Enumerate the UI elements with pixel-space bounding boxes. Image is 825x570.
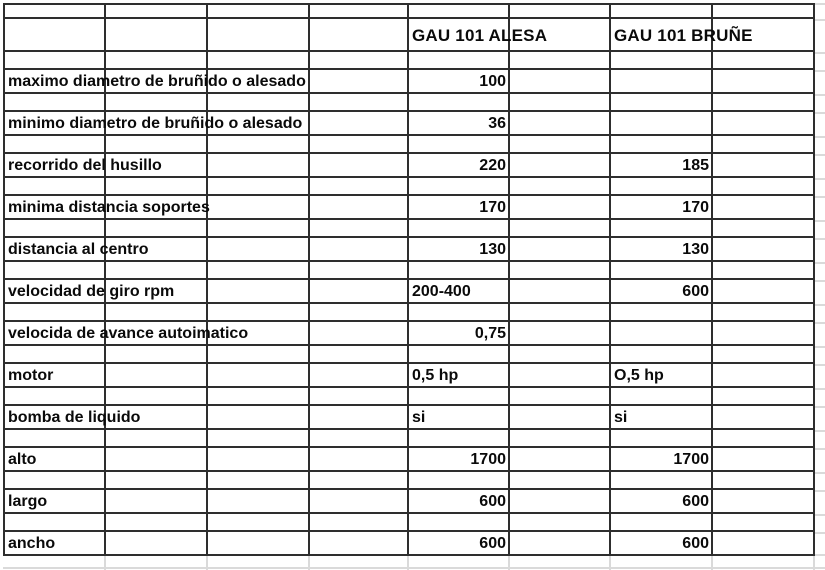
- gridline-light: [815, 554, 825, 556]
- grid-cell[interactable]: [208, 52, 310, 70]
- row-label: recorrido del husillo: [8, 157, 162, 174]
- grid-cell[interactable]: [208, 154, 310, 178]
- grid-cell[interactable]: [310, 154, 409, 178]
- grid-cell[interactable]: [713, 112, 815, 136]
- gridline-light: [815, 112, 825, 114]
- grid-cell[interactable]: [106, 388, 208, 406]
- grid-cell[interactable]: [713, 262, 815, 280]
- grid-cell[interactable]: [3, 3, 106, 19]
- gridline-light: [815, 154, 825, 156]
- grid-cell[interactable]: [713, 346, 815, 364]
- grid-cell[interactable]: [3, 304, 106, 322]
- gridline-light: [815, 52, 825, 54]
- grid-cell[interactable]: [409, 136, 510, 154]
- grid-cell[interactable]: [611, 220, 713, 238]
- grid-cell[interactable]: [611, 136, 713, 154]
- grid-cell[interactable]: [713, 220, 815, 238]
- grid-cell[interactable]: [3, 52, 106, 70]
- grid-cell[interactable]: [3, 136, 106, 154]
- grid-cell[interactable]: [713, 94, 815, 112]
- grid-cell[interactable]: [510, 346, 611, 364]
- grid-cell[interactable]: [611, 178, 713, 196]
- grid-cell[interactable]: [106, 514, 208, 532]
- gridline-light: [815, 262, 825, 264]
- grid-cell[interactable]: [310, 136, 409, 154]
- grid-cell[interactable]: [713, 196, 815, 220]
- grid-cell[interactable]: [310, 19, 409, 52]
- value-alesa: 0,5 hp: [412, 367, 459, 384]
- grid-cell[interactable]: [208, 490, 310, 514]
- grid-cell[interactable]: [310, 196, 409, 220]
- row-label: alto: [8, 451, 37, 468]
- grid-cell[interactable]: [713, 238, 815, 262]
- gridline-light: [815, 430, 825, 432]
- gridline-light: [815, 448, 825, 450]
- grid-cell[interactable]: [409, 472, 510, 490]
- grid-cell[interactable]: [611, 3, 713, 19]
- grid-cell[interactable]: [310, 280, 409, 304]
- grid-cell[interactable]: [611, 346, 713, 364]
- grid-cell[interactable]: [510, 430, 611, 448]
- grid-cell[interactable]: [510, 364, 611, 388]
- grid-cell[interactable]: [713, 514, 815, 532]
- grid-cell[interactable]: [611, 304, 713, 322]
- grid-cell[interactable]: [310, 388, 409, 406]
- grid-cell[interactable]: [713, 448, 815, 472]
- grid-cell[interactable]: [713, 490, 815, 514]
- grid-cell[interactable]: [510, 220, 611, 238]
- gridline-light: [815, 178, 825, 180]
- grid-cell[interactable]: [310, 514, 409, 532]
- grid-cell[interactable]: [310, 322, 409, 346]
- grid-cell[interactable]: [106, 220, 208, 238]
- gridline-light: [815, 136, 825, 138]
- gridline-light: [815, 304, 825, 306]
- row-label: minima distancia soportes: [8, 199, 210, 216]
- grid-cell[interactable]: [208, 220, 310, 238]
- gridline-light: [815, 94, 825, 96]
- grid-cell[interactable]: [208, 94, 310, 112]
- grid-cell[interactable]: [409, 178, 510, 196]
- grid-cell[interactable]: [106, 136, 208, 154]
- grid-cell[interactable]: [510, 448, 611, 472]
- grid-cell[interactable]: [510, 388, 611, 406]
- grid-cell[interactable]: [310, 70, 409, 94]
- grid-cell[interactable]: [208, 304, 310, 322]
- gridline-light: [815, 3, 825, 5]
- grid-cell[interactable]: [409, 220, 510, 238]
- grid-cell[interactable]: [310, 262, 409, 280]
- grid-cell[interactable]: [713, 322, 815, 346]
- grid-cell[interactable]: [510, 70, 611, 94]
- grid-cell[interactable]: [310, 238, 409, 262]
- grid-cell[interactable]: [208, 238, 310, 262]
- grid-cell[interactable]: [510, 280, 611, 304]
- grid-cell[interactable]: [310, 472, 409, 490]
- grid-cell[interactable]: [510, 406, 611, 430]
- gridline-light: [815, 346, 825, 348]
- grid-cell[interactable]: [611, 430, 713, 448]
- gridline-light: [815, 220, 825, 222]
- value-alesa: 130: [479, 241, 506, 258]
- grid-cell[interactable]: [409, 388, 510, 406]
- grid-cell[interactable]: [208, 3, 310, 19]
- grid-cell[interactable]: [3, 346, 106, 364]
- value-alesa: 600: [479, 493, 506, 510]
- row-label: velocida de avance autoimatico: [8, 325, 249, 342]
- grid-cell[interactable]: [208, 448, 310, 472]
- grid-cell[interactable]: [611, 322, 713, 346]
- column-header-brune: GAU 101 BRUÑE: [614, 26, 753, 45]
- grid-cell[interactable]: [409, 3, 510, 19]
- grid-cell[interactable]: [510, 304, 611, 322]
- value-alesa: 600: [479, 535, 506, 552]
- grid-cell[interactable]: [611, 262, 713, 280]
- grid-cell[interactable]: [310, 94, 409, 112]
- gridline-light: [815, 322, 825, 324]
- value-alesa: 36: [488, 115, 506, 132]
- grid-cell[interactable]: [310, 448, 409, 472]
- grid-cell[interactable]: [713, 154, 815, 178]
- row-label: minimo diametro de bruñido o alesado: [8, 115, 303, 132]
- grid-cell[interactable]: [208, 364, 310, 388]
- grid-cell[interactable]: [713, 364, 815, 388]
- grid-cell[interactable]: [106, 178, 208, 196]
- grid-cell[interactable]: [310, 430, 409, 448]
- grid-cell[interactable]: [409, 430, 510, 448]
- grid-cell[interactable]: [409, 514, 510, 532]
- grid-cell[interactable]: [611, 70, 713, 94]
- grid-cell[interactable]: [106, 19, 208, 52]
- grid-cell[interactable]: [611, 112, 713, 136]
- value-brune: 600: [682, 493, 709, 510]
- grid-cell[interactable]: [713, 136, 815, 154]
- grid-cell[interactable]: [713, 70, 815, 94]
- value-brune: si: [614, 409, 628, 426]
- row-label: distancia al centro: [8, 241, 149, 258]
- gridline-light: [815, 472, 825, 474]
- grid-cell[interactable]: [713, 388, 815, 406]
- value-brune: 1700: [673, 451, 709, 468]
- row-label: motor: [8, 367, 54, 384]
- grid-cell[interactable]: [106, 430, 208, 448]
- grid-cell[interactable]: [208, 196, 310, 220]
- gridline-light: [815, 490, 825, 492]
- grid-cell[interactable]: [208, 532, 310, 556]
- value-alesa: 220: [479, 157, 506, 174]
- value-brune: 185: [682, 157, 709, 174]
- grid-cell[interactable]: [208, 430, 310, 448]
- value-alesa: si: [412, 409, 426, 426]
- grid-cell[interactable]: [106, 262, 208, 280]
- grid-cell[interactable]: [310, 532, 409, 556]
- value-brune: 600: [682, 283, 709, 300]
- grid-cell[interactable]: [3, 514, 106, 532]
- grid-cell[interactable]: [208, 514, 310, 532]
- grid-cell[interactable]: [713, 178, 815, 196]
- grid-cell[interactable]: [106, 346, 208, 364]
- grid-cell[interactable]: [208, 19, 310, 52]
- grid-cell[interactable]: [510, 94, 611, 112]
- grid-cell[interactable]: [310, 364, 409, 388]
- row-label: ancho: [8, 535, 56, 552]
- grid-cell[interactable]: [106, 364, 208, 388]
- grid-cell[interactable]: [510, 238, 611, 262]
- grid-cell[interactable]: [409, 304, 510, 322]
- grid-cell[interactable]: [106, 304, 208, 322]
- grid-cell[interactable]: [510, 514, 611, 532]
- grid-cell[interactable]: [310, 406, 409, 430]
- grid-cell[interactable]: [310, 346, 409, 364]
- grid-cell[interactable]: [713, 532, 815, 556]
- grid-cell[interactable]: [310, 304, 409, 322]
- row-label: maximo diametro de bruñido o alesado: [8, 73, 306, 90]
- value-brune: 130: [682, 241, 709, 258]
- grid-cell[interactable]: [310, 490, 409, 514]
- value-alesa: 0,75: [474, 325, 506, 342]
- grid-cell[interactable]: [106, 448, 208, 472]
- grid-cell[interactable]: [208, 406, 310, 430]
- row-label: velocidad de giro rpm: [8, 283, 175, 300]
- gridline-light: [815, 406, 825, 408]
- grid-cell[interactable]: [208, 262, 310, 280]
- grid-cell[interactable]: [310, 112, 409, 136]
- grid-cell[interactable]: [510, 196, 611, 220]
- value-alesa: 200-400: [412, 283, 471, 300]
- grid-cell[interactable]: [713, 52, 815, 70]
- grid-cell[interactable]: [208, 280, 310, 304]
- grid-cell[interactable]: [713, 430, 815, 448]
- grid-cell[interactable]: [106, 94, 208, 112]
- grid-cell[interactable]: [310, 3, 409, 19]
- grid-cell[interactable]: [3, 220, 106, 238]
- grid-cell[interactable]: [208, 388, 310, 406]
- grid-cell[interactable]: [713, 472, 815, 490]
- grid-cell[interactable]: [3, 430, 106, 448]
- gridline-light: [815, 532, 825, 534]
- grid-cell[interactable]: [106, 490, 208, 514]
- grid-cell[interactable]: [510, 3, 611, 19]
- grid-cell[interactable]: [611, 472, 713, 490]
- grid-cell[interactable]: [106, 472, 208, 490]
- grid-cell[interactable]: [106, 532, 208, 556]
- gridline-light: [815, 70, 825, 72]
- grid-cell[interactable]: [208, 472, 310, 490]
- grid-cell[interactable]: [409, 262, 510, 280]
- gridline-light: [815, 19, 825, 21]
- grid-cell[interactable]: [510, 136, 611, 154]
- grid-cell[interactable]: [409, 346, 510, 364]
- grid-cell[interactable]: [310, 52, 409, 70]
- grid-cell[interactable]: [713, 280, 815, 304]
- grid-cell[interactable]: [3, 19, 106, 52]
- value-alesa: 1700: [470, 451, 506, 468]
- grid-cell[interactable]: [3, 262, 106, 280]
- grid-cell[interactable]: [611, 94, 713, 112]
- grid-cell[interactable]: [310, 178, 409, 196]
- row-label: largo: [8, 493, 48, 510]
- gridline-light: [815, 280, 825, 282]
- value-alesa: 100: [479, 73, 506, 90]
- grid-cell[interactable]: [510, 112, 611, 136]
- grid-cell[interactable]: [510, 154, 611, 178]
- value-brune: O,5 hp: [614, 367, 664, 384]
- grid-cell[interactable]: [611, 514, 713, 532]
- grid-cell[interactable]: [510, 490, 611, 514]
- grid-cell[interactable]: [3, 94, 106, 112]
- grid-cell[interactable]: [208, 178, 310, 196]
- grid-cell[interactable]: [510, 322, 611, 346]
- gridline-light: [815, 514, 825, 516]
- grid-cell[interactable]: [611, 52, 713, 70]
- grid-cell[interactable]: [208, 346, 310, 364]
- grid-cell[interactable]: [510, 532, 611, 556]
- grid-cell[interactable]: [409, 94, 510, 112]
- value-brune: 170: [682, 199, 709, 216]
- column-header-alesa: GAU 101 ALESA: [412, 26, 548, 45]
- grid-cell[interactable]: [409, 52, 510, 70]
- value-brune: 600: [682, 535, 709, 552]
- gridline-light: [815, 196, 825, 198]
- grid-cell[interactable]: [510, 52, 611, 70]
- grid-cell[interactable]: [510, 262, 611, 280]
- gridline-light: [815, 364, 825, 366]
- grid-cell[interactable]: [106, 3, 208, 19]
- grid-cell[interactable]: [3, 472, 106, 490]
- grid-cell[interactable]: [713, 406, 815, 430]
- grid-cell[interactable]: [611, 388, 713, 406]
- grid-cell[interactable]: [3, 178, 106, 196]
- grid-cell[interactable]: [106, 52, 208, 70]
- grid-cell[interactable]: [310, 220, 409, 238]
- gridline-light: [3, 567, 825, 569]
- grid-cell[interactable]: [3, 388, 106, 406]
- grid-cell[interactable]: [510, 472, 611, 490]
- gridline-light: [815, 388, 825, 390]
- grid-cell[interactable]: [208, 136, 310, 154]
- row-label: bomba de liquido: [8, 409, 141, 426]
- grid-cell[interactable]: [713, 304, 815, 322]
- grid-cell[interactable]: [510, 178, 611, 196]
- grid-cell[interactable]: [713, 3, 815, 19]
- gridline-light: [815, 238, 825, 240]
- value-alesa: 170: [479, 199, 506, 216]
